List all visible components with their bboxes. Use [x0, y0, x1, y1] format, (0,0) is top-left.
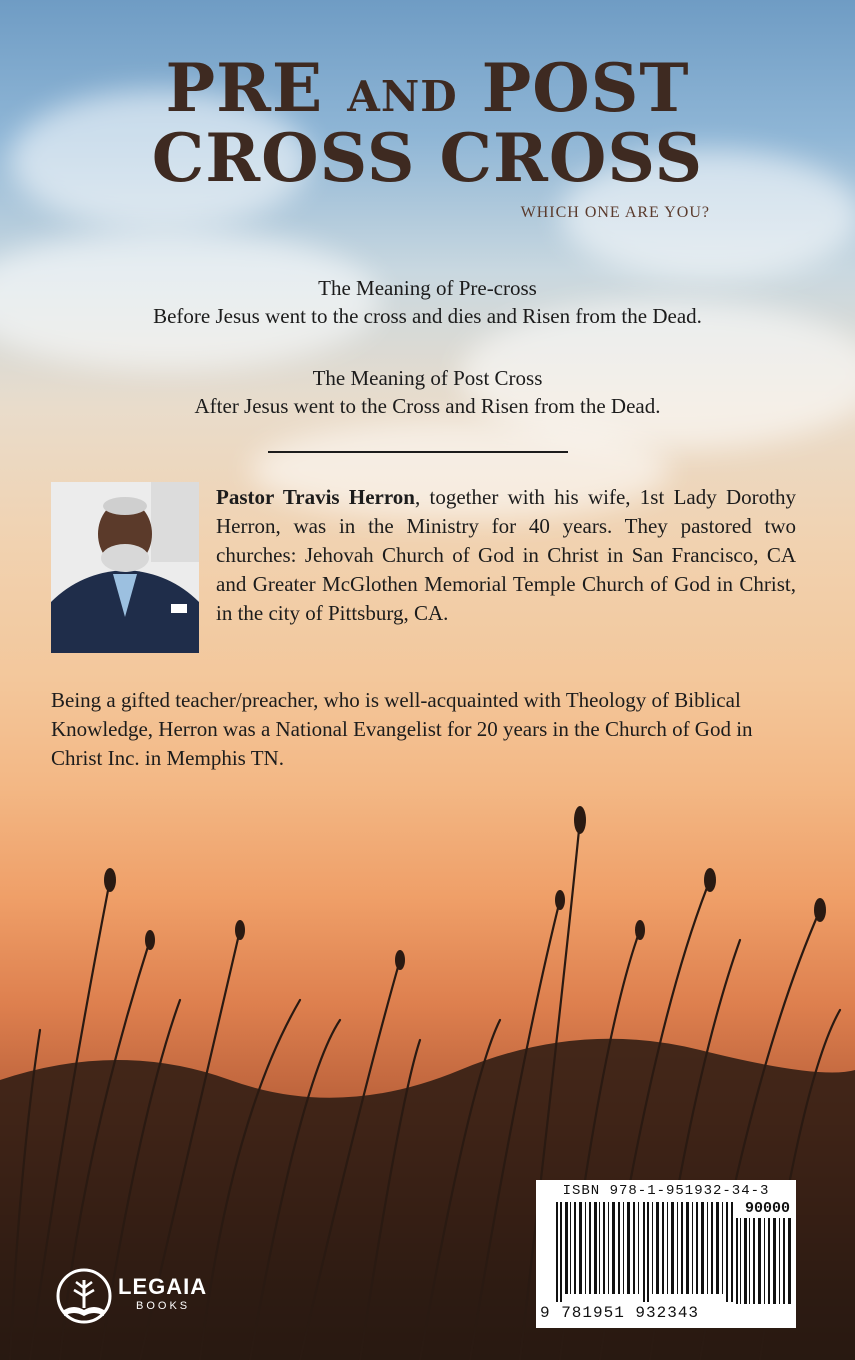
post-cross-heading: The Meaning of Post Cross	[312, 366, 543, 390]
book-title-line-2: CROSS CROSS	[151, 119, 704, 197]
price-barcode-bars	[736, 1218, 792, 1304]
publisher-logo	[54, 1268, 214, 1328]
author-name: Pastor Travis Herron	[216, 485, 415, 509]
post-cross-meaning	[0, 364, 855, 420]
isbn-text: ISBN 978-1-951932-34-3	[562, 1183, 770, 1199]
pre-cross-heading: The Meaning of Pre-cross	[318, 276, 537, 300]
author-bio-text: , together with his wife, 1st Lady Dorothy Herron, was in the Ministry for 40 years. They pastored two churches: Jehovah Church of God in Christ in San Francisco, CA and Greater McGlothen Memorial Temple Church of God in Christ, in the city of Pittsburg, CA.	[216, 485, 796, 625]
isbn-barcode	[536, 1180, 796, 1328]
publisher-sub: BOOKS	[136, 1300, 191, 1312]
title-pre: PRE	[165, 49, 324, 127]
divider	[268, 451, 568, 453]
barcode-bars	[556, 1202, 734, 1302]
pre-cross-text: Before Jesus went to the cross and dies and Risen from the Dead.	[153, 304, 702, 328]
publisher-name: LEGAIA	[118, 1274, 208, 1299]
pre-cross-meaning	[0, 274, 855, 330]
author-bio	[216, 483, 796, 628]
price-code: 90000	[744, 1200, 790, 1217]
book-subtitle: WHICH ONE ARE YOU?	[520, 204, 710, 221]
author-photo	[51, 482, 199, 653]
title-and: AND	[347, 72, 458, 121]
post-cross-text: After Jesus went to the Cross and Risen from the Dead.	[194, 394, 661, 418]
author-bio-more: Being a gifted teacher/preacher, who is well-acquainted with Theology of Biblical Knowledge, Herron was a National Evangelist for 20 years in the Church of God in Christ Inc. in Memphis TN.	[51, 688, 753, 770]
barcode-digits: 9 781951 932343	[540, 1304, 700, 1322]
book-tree-icon	[54, 1268, 114, 1328]
title-post: POST	[481, 49, 690, 127]
